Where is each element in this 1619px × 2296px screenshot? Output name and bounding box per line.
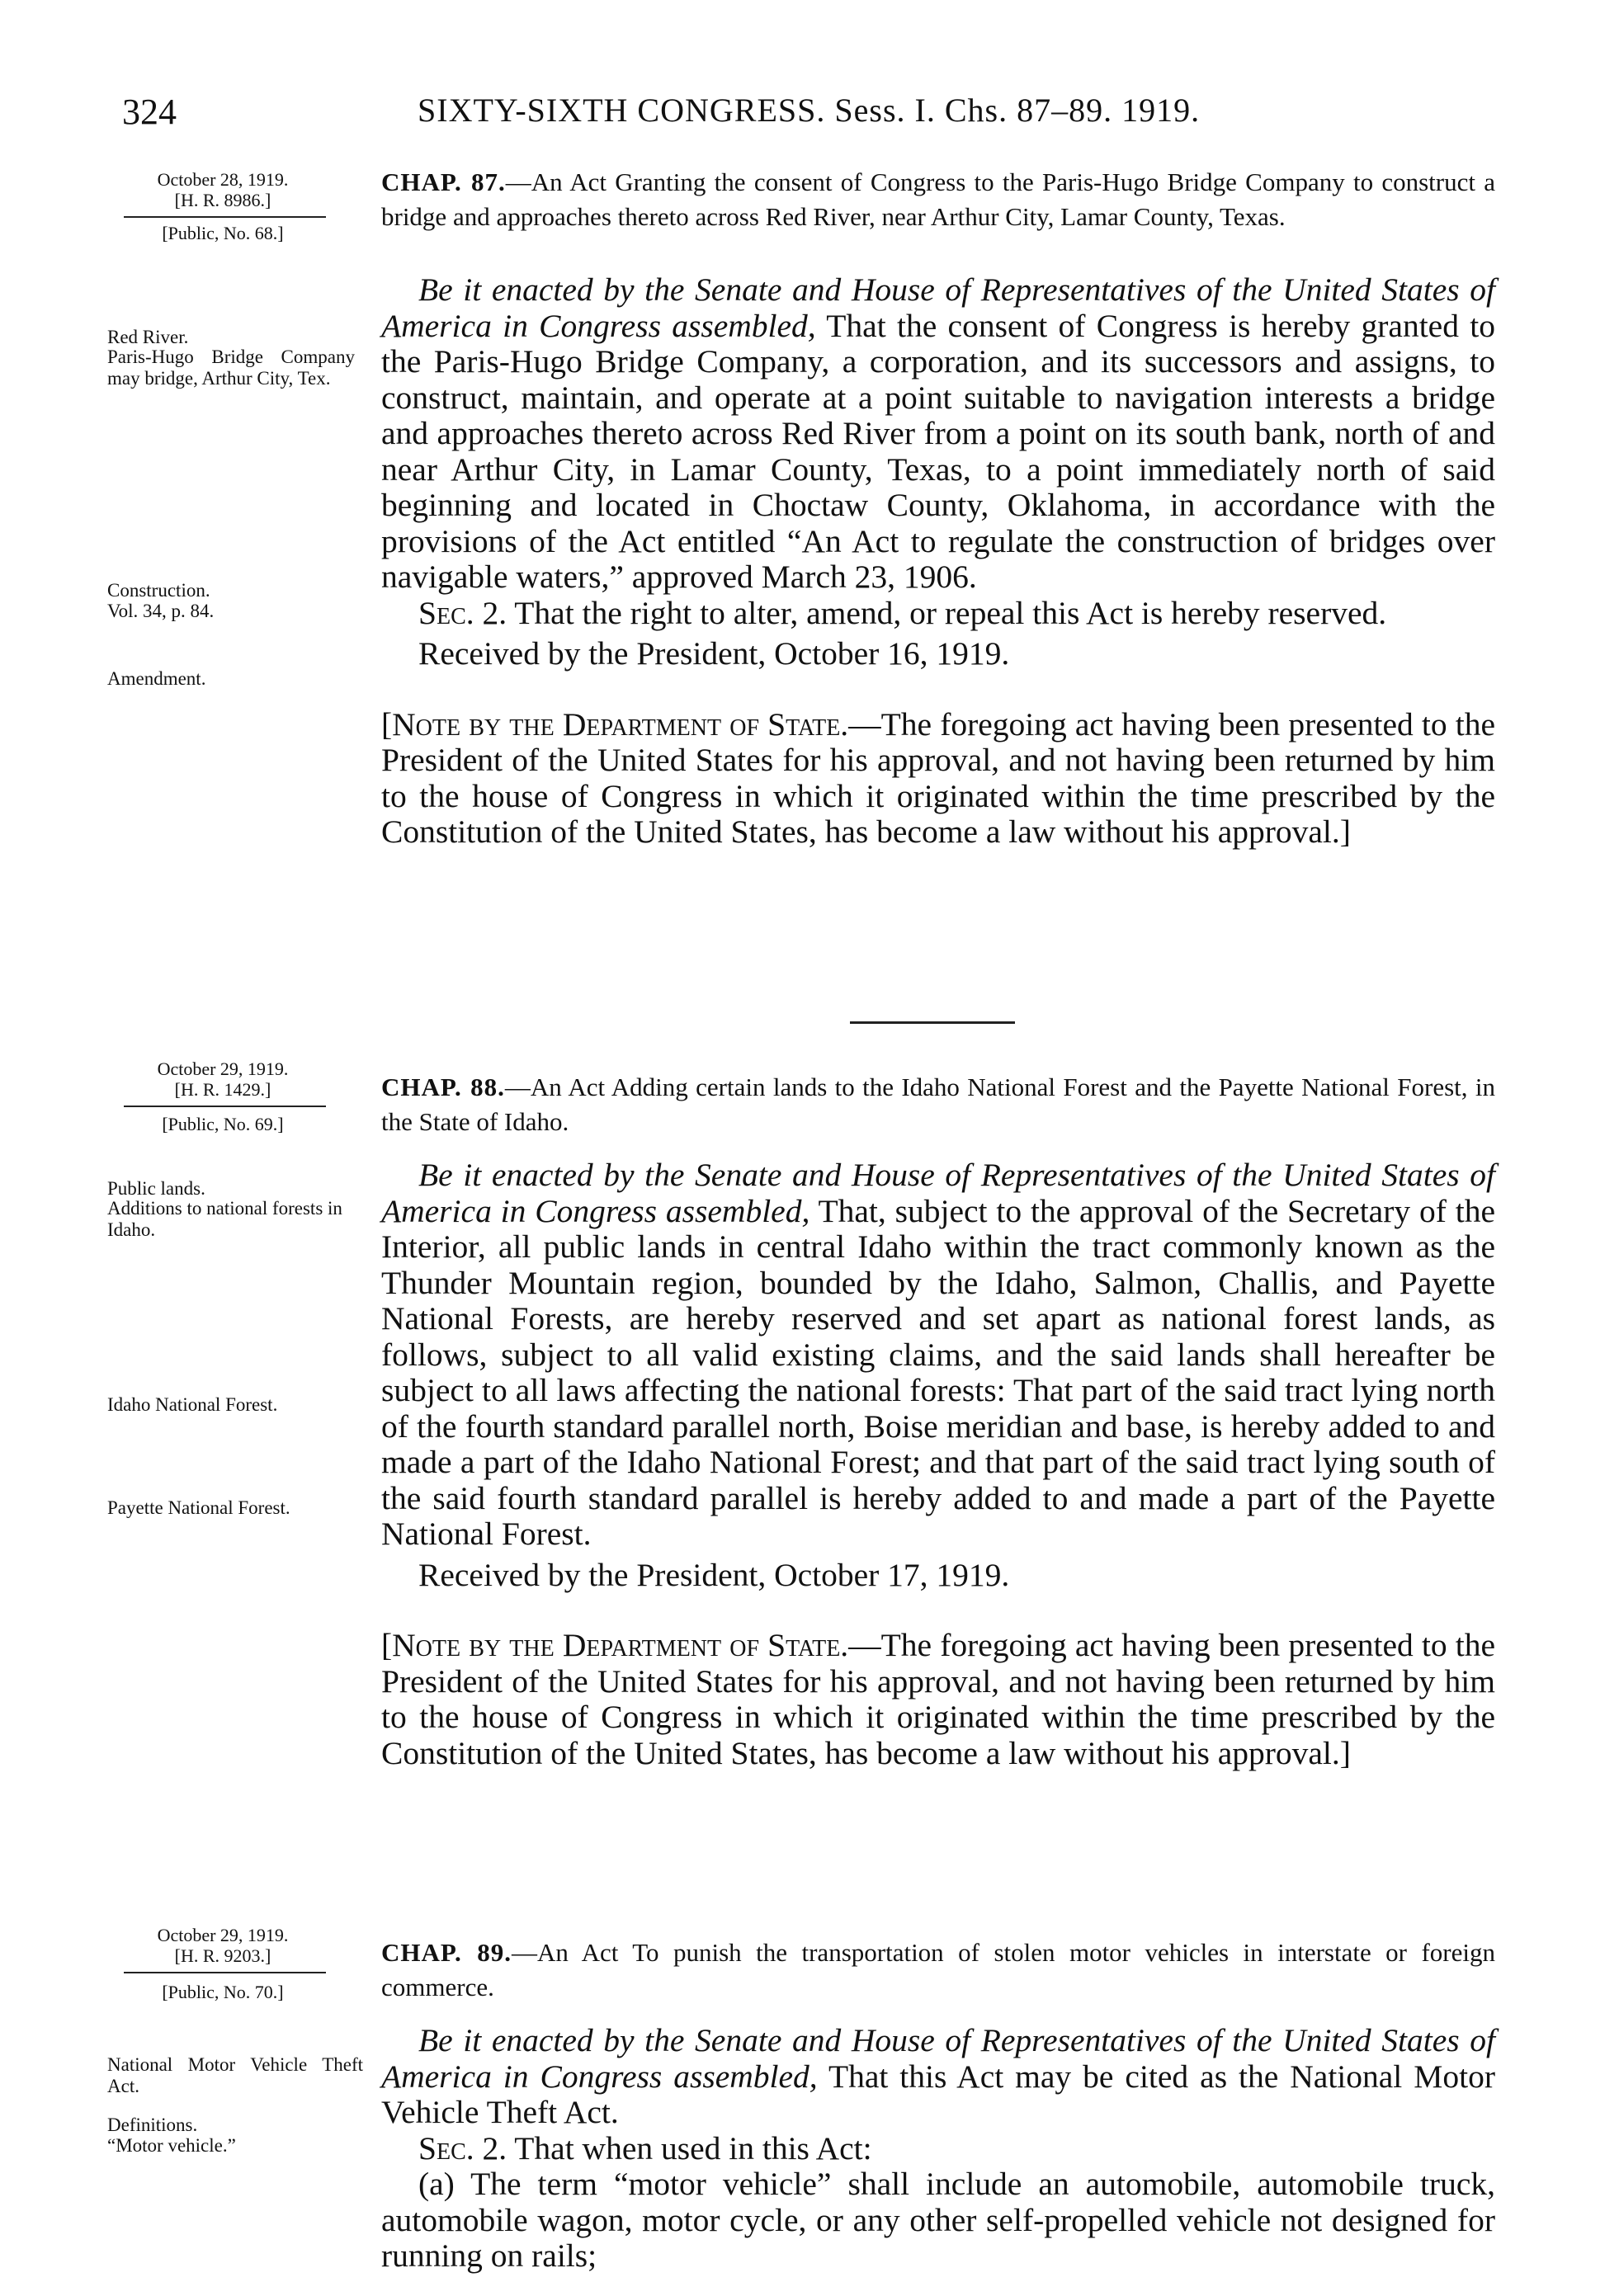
ch89-clause-a: (a) The term “motor vehicle” shall include an automobile, automobile truck, automobile wagon, motor cycle, or any other self-propelled vehicle not designed for running on rails; bbox=[381, 2166, 1495, 2274]
ch88-state-note-label: [Note by the Department of State. bbox=[381, 1627, 849, 1663]
ch87-body bbox=[381, 272, 1495, 851]
ch88-date: October 29, 1919. bbox=[157, 1058, 289, 1079]
ch87-note-amendment: Amendment. bbox=[107, 668, 206, 689]
ch87-enacting-italic: Be it enacted by the Senate and House of Representatives of the United States of America in Congress assembled, bbox=[381, 271, 1495, 344]
ch89-sec2 bbox=[381, 2131, 1495, 2167]
ch88-title: —An Act Adding certain lands to the Idaho National Forest and the Payette National Forest, in the State of Idaho. bbox=[381, 1073, 1495, 1136]
ch87-enacting-rest: That the consent of Congress is hereby granted to the Paris-Hugo Bridge Company, a corporation, and its successors and assigns, to construct, maintain, and operate at a point suitable to navigation interests a bridge and approaches thereto across Red River from a point on its south bank, north of and near Arthur City, in Lamar County, Texas, to a point immediately north of said beginning and located in Choctaw County, Oklahoma, in accordance with the provisions of the Act entitled “An Act to regulate the construction of bridges over navigable waters,” approved March 23, 1906. bbox=[381, 307, 1495, 595]
ch88-enacting-clause bbox=[381, 1157, 1495, 1553]
ch89-sec2-label: Sec. 2. bbox=[418, 2129, 507, 2166]
ch88-note-public-lands: Public lands. bbox=[107, 1178, 205, 1199]
page-number: 324 bbox=[122, 92, 177, 132]
ch87-heading bbox=[381, 165, 1495, 234]
ch88-chap-label: CHAP. 88. bbox=[381, 1073, 505, 1101]
ch89-enacting-italic: Be it enacted by the Senate and House of Representatives of the United States of America in Congress assembled, bbox=[381, 2022, 1495, 2095]
ch88-public-no: [Public, No. 69.] bbox=[162, 1114, 284, 1134]
ch87-sec2-text: That the right to alter, amend, or repeal this Act is hereby reserved. bbox=[507, 594, 1387, 631]
ch88-state-note-text: —The foregoing act having been presented to the President of the United States for his approval, and not having been returned by him to the house of Congress in which it originated within the time prescribed by the Constitution of the United States, has become a law without his approval.] bbox=[381, 1627, 1495, 1771]
ch88-note-idaho: Idaho National Forest. bbox=[107, 1394, 278, 1415]
ch87-note-company: Paris-Hugo Bridge Company may bridge, Arthur City, Tex. bbox=[107, 347, 355, 389]
ch89-note-definitions: Definitions. bbox=[107, 2114, 198, 2135]
running-title: SIXTY-SIXTH CONGRESS. Sess. I. Chs. 87–89. 1919. bbox=[418, 92, 1201, 129]
ch88-body bbox=[381, 1157, 1495, 1771]
ch88-margin-rule bbox=[124, 1106, 326, 1107]
ch87-note-vol: Vol. 34, p. 84. bbox=[107, 601, 215, 621]
ch89-public-no: [Public, No. 70.] bbox=[162, 1982, 284, 2002]
ch89-bill: [H. R. 9203.] bbox=[174, 1945, 271, 1966]
ch88-bill: [H. R. 1429.] bbox=[174, 1079, 271, 1100]
ch87-note-red-river: Red River. bbox=[107, 327, 189, 347]
ch88-enacting-italic: Be it enacted by the Senate and House of Representatives of the United States of America in Congress assembled, bbox=[381, 1157, 1495, 1229]
ch87-date: October 28, 1919. bbox=[157, 169, 289, 190]
ch87-enacting-clause bbox=[381, 272, 1495, 596]
ch89-heading bbox=[381, 1935, 1495, 2005]
ch89-note-motor-vehicle: “Motor vehicle.” bbox=[107, 2135, 236, 2156]
ch89-title: —An Act To punish the transportation of stolen motor vehicles in interstate or foreign commerce. bbox=[381, 1938, 1495, 2001]
ch89-margin-rule bbox=[124, 1972, 326, 1973]
ch87-chap-label: CHAP. 87. bbox=[381, 167, 506, 196]
ch87-state-note-text: —The foregoing act having been presented to the President of the United States for his approval, and not having been returned by him to the house of Congress in which it originated within the time prescribed by the Constitution of the United States, has become a law without his approval.] bbox=[381, 705, 1495, 850]
ch88-enacting-rest: That, subject to the approval of the Secretary of the Interior, all public lands in central Idaho within the tract commonly known as the Thunder Mountain region, bounded by the Idaho, Salmon, Challis, and Payette National Forests, are hereby reserved and set apart as national forest lands, as follows, subject to all valid existing claims, and the said lands shall hereafter be subject to all laws affecting the national forests: That part of the said tract lying north of the fourth standard parallel north, Boise meridian and base, is hereby added to and made a part of the Idaho National Forest; and that part of the said tract lying south of the said fourth standard parallel is hereby added to and made a part of the Payette National Forest. bbox=[381, 1192, 1496, 1552]
ch87-sec2-label: Sec. 2. bbox=[418, 594, 507, 631]
ch88-note-payette: Payette National Forest. bbox=[107, 1497, 290, 1518]
ch87-title: —An Act Granting the consent of Congress to the Paris-Hugo Bridge Company to construct a bridge and approaches thereto across Red River, near Arthur City, Lamar County, Texas. bbox=[381, 167, 1495, 231]
ch88-heading bbox=[381, 1070, 1495, 1139]
ch89-enacting-clause bbox=[381, 2023, 1495, 2131]
ch87-state-note bbox=[381, 707, 1495, 851]
ch88-received: Received by the President, October 17, 1919. bbox=[418, 1556, 1010, 1593]
ch88-state-note bbox=[381, 1628, 1495, 1771]
ch87-note-construction: Construction. bbox=[107, 580, 210, 601]
ch89-chap-label: CHAP. 89. bbox=[381, 1938, 512, 1967]
section-divider bbox=[850, 1021, 1015, 1024]
ch87-state-note-label: [Note by the Department of State. bbox=[381, 705, 849, 743]
ch87-received: Received by the President, October 16, 1919. bbox=[418, 635, 1010, 672]
ch89-sec2-text: That when used in this Act: bbox=[507, 2129, 872, 2166]
ch89-note-theft-act: National Motor Vehicle Theft Act. bbox=[107, 2054, 363, 2096]
ch89-enacting-rest: That this Act may be cited as the National Motor Vehicle Theft Act. bbox=[381, 2058, 1496, 2130]
ch87-margin-rule bbox=[124, 216, 326, 218]
ch87-bill: [H. R. 8986.] bbox=[174, 190, 271, 210]
ch89-body bbox=[381, 2023, 1495, 2275]
ch87-public-no: [Public, No. 68.] bbox=[162, 223, 284, 243]
ch89-date: October 29, 1919. bbox=[157, 1925, 289, 1945]
ch88-note-additions: Additions to national forests in Idaho. bbox=[107, 1198, 342, 1240]
ch87-sec2 bbox=[381, 596, 1495, 632]
